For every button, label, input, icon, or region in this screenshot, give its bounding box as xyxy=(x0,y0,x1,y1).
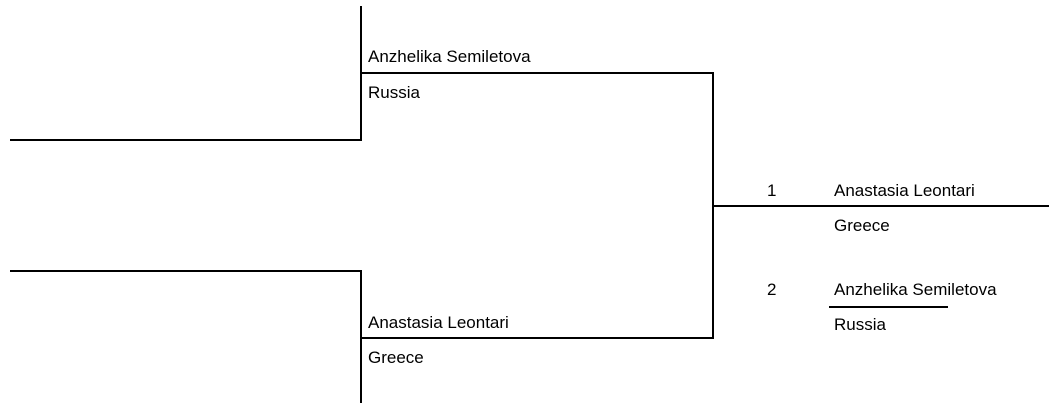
winner-country: Greece xyxy=(834,216,890,235)
top-entry-country: Russia xyxy=(368,83,420,102)
winner-name: Anastasia Leontari xyxy=(834,181,975,200)
runner-up-name: Anzhelika Semiletova xyxy=(834,280,997,299)
rank-2: 2 xyxy=(767,280,777,299)
bottom-entry-country: Greece xyxy=(368,348,424,367)
top-entry-name: Anzhelika Semiletova xyxy=(368,47,531,66)
runner-up-country: Russia xyxy=(834,315,886,334)
top-entry-line xyxy=(360,72,714,74)
runner-up-underline xyxy=(829,306,948,308)
top-bracket-bottom-line xyxy=(10,139,362,141)
final-output-line xyxy=(712,205,1049,207)
bottom-bracket-top-line xyxy=(10,270,362,272)
bottom-entry-name: Anastasia Leontari xyxy=(368,313,509,332)
rank-1: 1 xyxy=(767,181,777,200)
bottom-entry-line xyxy=(360,337,714,339)
